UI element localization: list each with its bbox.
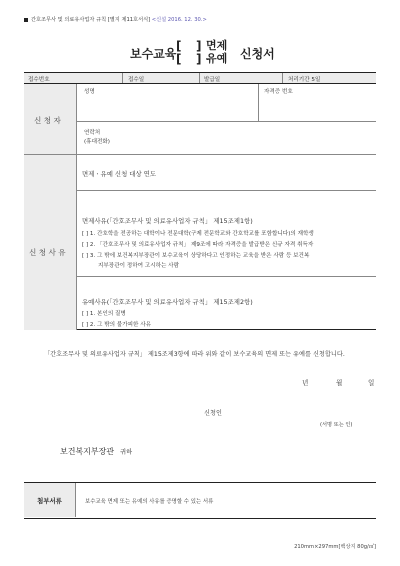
deferral-item-2: [ ] 2. 그 밖의 불가피한 사유 (82, 322, 152, 328)
receipt-info-row (24, 73, 376, 83)
recipient (60, 446, 132, 457)
license-number-label: 자격증 번호 (264, 89, 293, 95)
deferral-item-1: [ ] 1. 본인의 질병 (82, 311, 126, 317)
form-reference-note (24, 16, 207, 23)
signature-note: (서명 또는 인) (320, 422, 353, 428)
target-year-label: 면제ㆍ유예 신청 대상 연도 (82, 170, 157, 178)
attachment-table (24, 482, 376, 519)
title-bracket-close-1: ] (196, 39, 202, 53)
date-year-label: 년 (302, 379, 309, 387)
exemption-item-2: [ ] 2. 「간호조무사 및 의료유사업자 규칙」 제9조에 따라 자격증을 발급받은 신규 자격 취득자 (82, 242, 314, 248)
attachment-description: 보수교육 면제 또는 유예의 사유를 증명할 수 있는 서류 (85, 499, 214, 505)
receipt-date-label: 접수일 (128, 77, 145, 83)
deferral-heading: 유예사유(「간호조무사 및 의료유사업자 규칙」 제15조제2항) (82, 298, 253, 306)
form-title (0, 37, 400, 67)
processing-period-label: 처리기간 5일 (288, 77, 321, 83)
divider (258, 84, 259, 121)
mobile-label: (휴대전화) (84, 139, 110, 145)
title-bracket-open-2: [ (176, 52, 182, 66)
title-option-deferral: 유예 (206, 52, 228, 65)
title-bracket-open-1: [ (176, 39, 182, 53)
divider (282, 73, 283, 83)
title-option-exemption: 면제 (206, 39, 228, 52)
exemption-heading: 면제사유(「간호조무사 및 의료유사업자 규칙」 제15조제1항) (82, 217, 253, 225)
divider (76, 276, 376, 277)
amendment-note: <신설 2016. 12. 30.> (151, 17, 207, 23)
applicant-section-label: 신 청 자 (34, 116, 61, 125)
divider (199, 73, 200, 83)
paper-spec-footer: 210mm×297mm[백상지 80g/㎡] (294, 544, 376, 550)
form-reference-text: 간호조무사 및 의료유사업자 규칙 [별지 제11호서식] (31, 17, 151, 23)
title-suffix: 신청서 (240, 47, 275, 61)
recipient-honorific: 귀하 (120, 449, 133, 456)
exemption-item-3: [ ] 3. 그 밖에 보건복지부장관이 보수교육이 상당하다고 인정하는 교육을 받은 사람 등 보건복 (82, 253, 310, 259)
declaration-text: 「간호조무사 및 의료유사업자 규칙」 제15조제3항에 따라 위와 같이 보수교육의 면제 또는 유예를 신청합니다. (44, 351, 345, 358)
issue-date-label: 발급일 (204, 77, 221, 83)
exemption-item-1: [ ] 1. 간호학을 전공하는 대학이나 전문대학(구제 전문학교와 간호학교를 포함합니다)의 재학생 (82, 231, 314, 237)
application-form-table (24, 72, 376, 330)
divider (76, 190, 376, 191)
exemption-item-3-continued: 지부장관이 정하여 고시하는 사람 (98, 263, 179, 269)
receipt-number-label: 접수번호 (28, 77, 50, 83)
attachment-label: 첨부서류 (24, 483, 76, 517)
divider (122, 73, 123, 83)
recipient-name: 보건복지부장관 (60, 447, 115, 456)
square-bullet-icon (24, 18, 28, 22)
divider (24, 154, 376, 155)
contact-label: 연락처 (84, 130, 101, 136)
name-label: 성명 (84, 89, 95, 95)
applicant-sign-label: 신청인 (204, 410, 222, 417)
title-prefix: 보수교육 (130, 47, 177, 61)
title-bracket-close-2: ] (196, 52, 202, 66)
reason-label-cell (24, 155, 76, 330)
reason-section-label: 신 청 사 유 (29, 248, 66, 257)
date-day-label: 일 (368, 379, 375, 387)
date-month-label: 월 (336, 379, 343, 387)
divider (76, 121, 376, 122)
